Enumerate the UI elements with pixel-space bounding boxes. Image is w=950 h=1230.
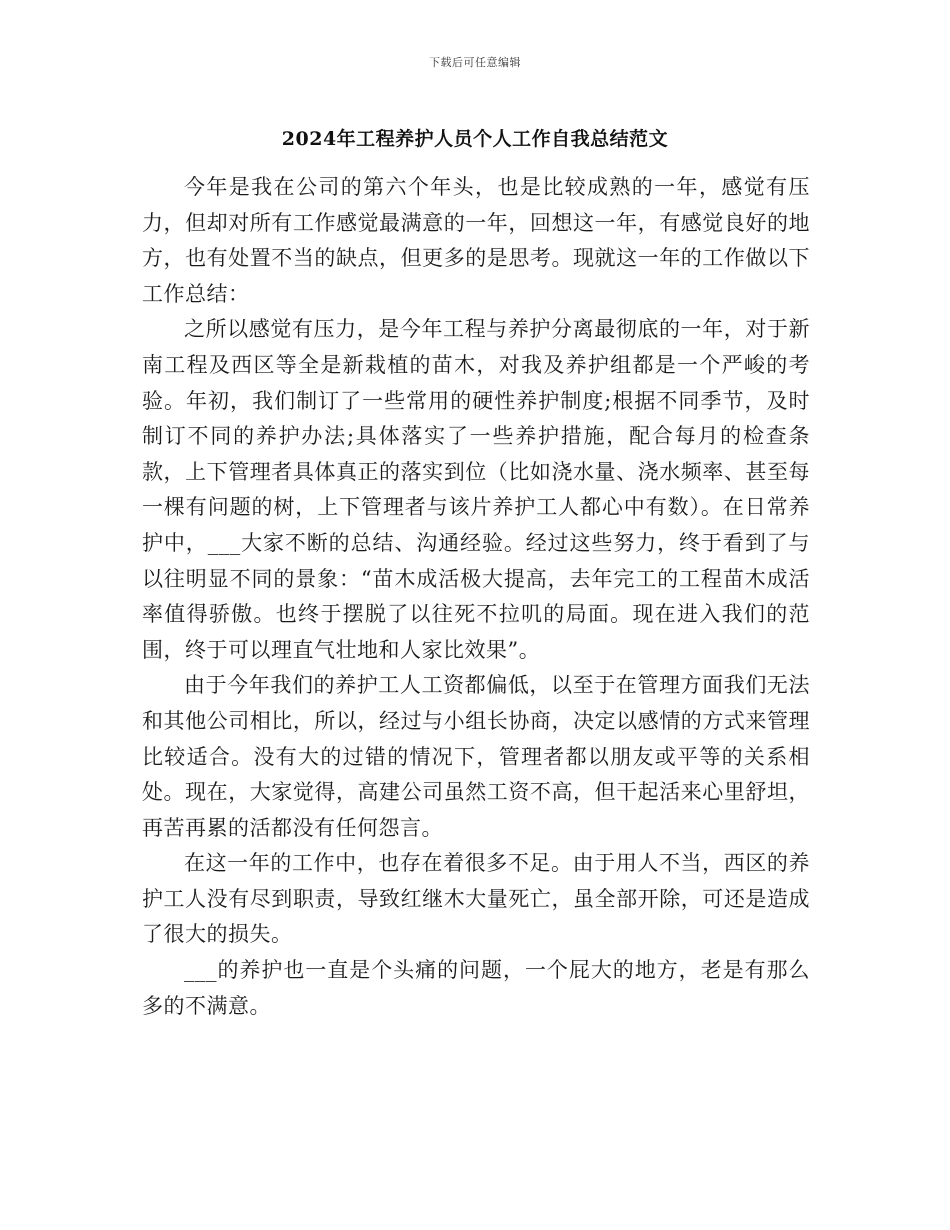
- paragraph-pressure: 之所以感觉有压力，是今年工程与养护分离最彻底的一年，对于新南工程及西区等全是新栽植的苗木，对我及养护组都是一个严峻的考验。年初，我们制订了一些常用的硬性养护制度;根据不同季节，及时制订不同的养护办法;具体落实了一些养护措施，配合每月的检查条款，上下管理者具体真正的落实到位（比如浇水量、浇水频率、甚至每一棵有问题的树，上下管理者与该片养护工人都心中有数）。在日常养护中，___大家不断的总结、沟通经验。经过这些努力，终于看到了与以往明显不同的景象：“苗木成活极大提高，去年完工的工程苗木成活率值得骄傲。也终于摆脱了以往死不拉叽的局面。现在进入我们的范围，终于可以理直气壮地和人家比效果”。: [142, 317, 810, 662]
- paragraph-intro: 今年是我在公司的第六个年头，也是比较成熟的一年，感觉有压力，但却对所有工作感觉最满意的一年，回想这一年，有感觉良好的地方，也有处置不当的缺点，但更多的是思考。现就这一年的工作做以下工作总结：: [142, 175, 810, 306]
- document-title: 2024年工程养护人员个人工作自我总结范文: [281, 128, 669, 150]
- paragraph-shortcomings: 在这一年的工作中，也存在着很多不足。由于用人不当，西区的养护工人没有尽到职责，导致红继木大量死亡，虽全部开除，可还是造成了很大的损失。: [142, 851, 810, 947]
- document-body: [142, 170, 810, 1024]
- paragraph-maintenance-issue: ___的养护也一直是个头痛的问题，一个屁大的地方，老是有那么多的不满意。: [142, 958, 810, 1018]
- paragraph-management: 由于今年我们的养护工人工资都偏低，以至于在管理方面我们无法和其他公司相比，所以，经过与小组长协商，决定以感情的方式来管理比较适合。没有大的过错的情况下，管理者都以朋友或平等的关系相处。现在，大家觉得，高建公司虽然工资不高，但干起活来心里舒坦，再苦再累的活都没有任何怨言。: [142, 673, 810, 840]
- header-note: 下载后可任意编辑: [429, 56, 521, 69]
